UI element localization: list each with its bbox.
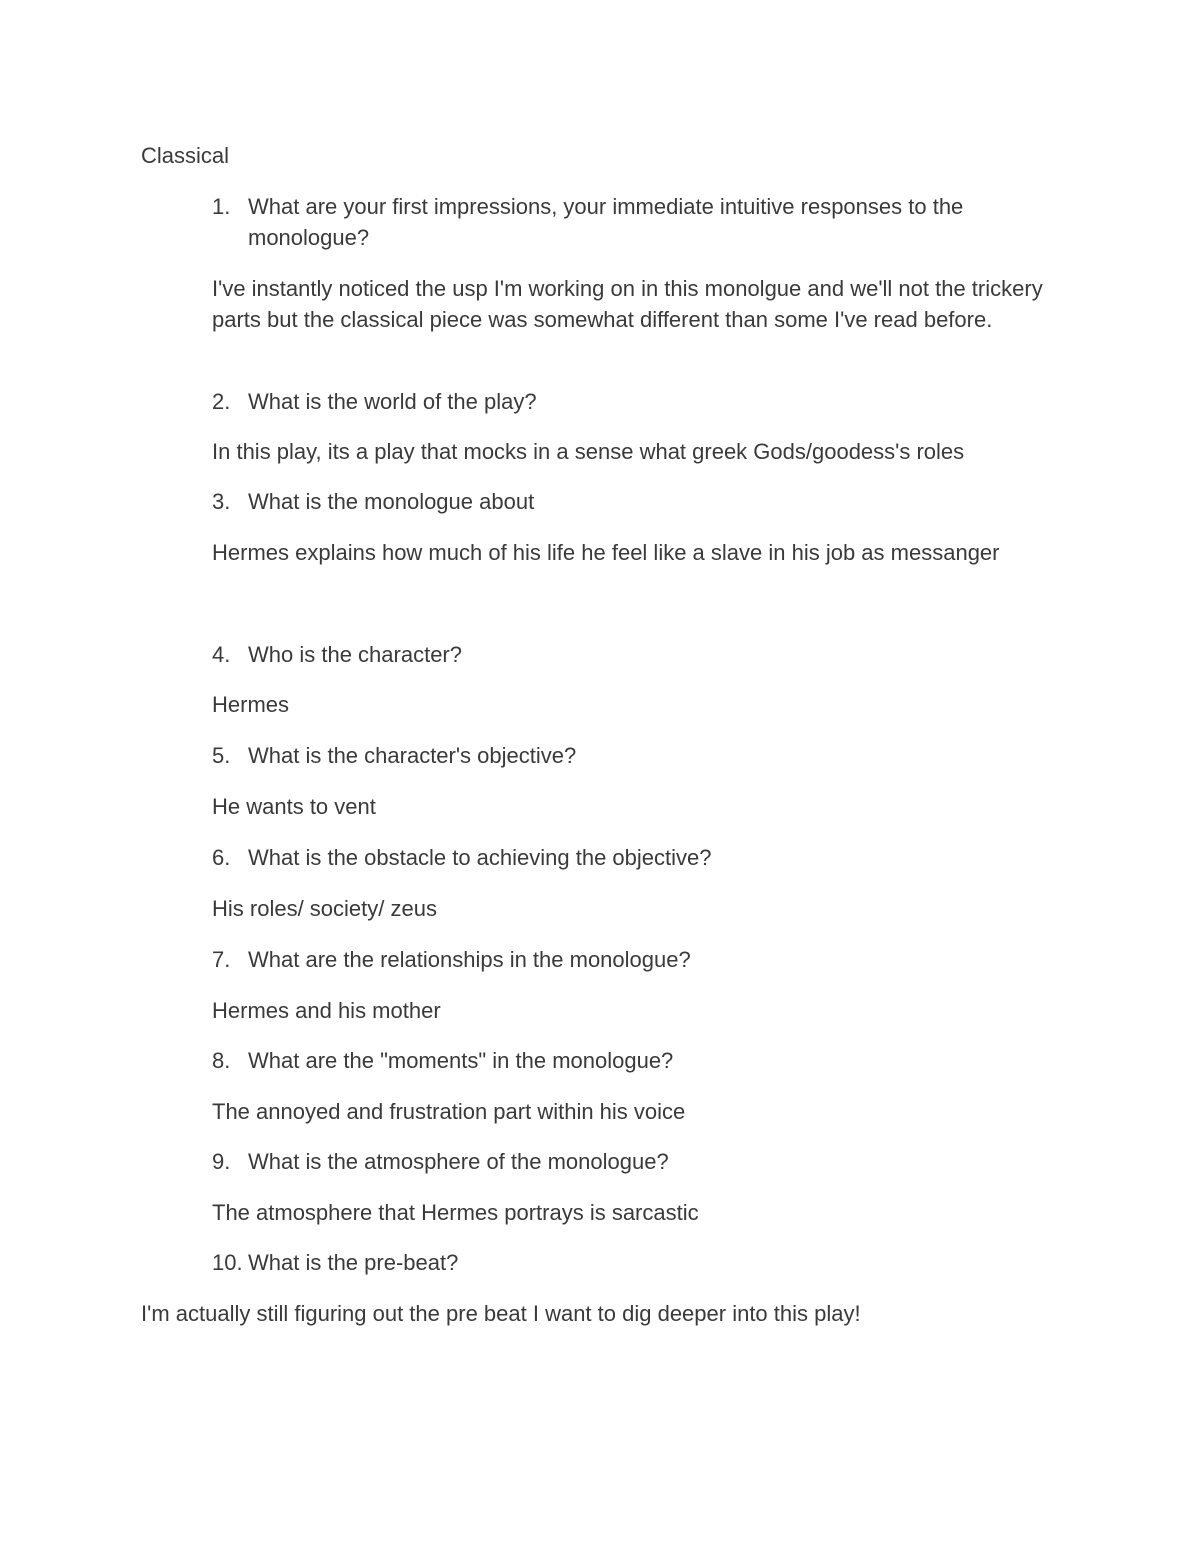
- question-6: What is the obstacle to achieving the objective?: [248, 845, 712, 870]
- question-8: What are the "moments" in the monologue?: [248, 1048, 674, 1073]
- question-number-1: 1.: [212, 194, 231, 219]
- answer-3: Hermes explains how much of his life he feel like a slave in his job as messanger: [212, 540, 1000, 565]
- answer-5: He wants to vent: [212, 794, 376, 819]
- question-4: Who is the character?: [248, 642, 462, 667]
- answer-2: In this play, its a play that mocks in a sense what greek Gods/goodess's roles: [212, 439, 965, 464]
- answer-7: Hermes and his mother: [212, 998, 441, 1023]
- answer-1: I've instantly noticed the usp I'm working on in this monolgue and we'll not the trickery parts but the classical piece was somewhat different than some I've read before.: [212, 276, 1043, 332]
- question-1: What are your first impressions, your immediate intuitive responses to the monologue?: [248, 194, 964, 250]
- question-5: What is the character's objective?: [248, 743, 577, 768]
- question-number-10: 10.: [212, 1250, 243, 1275]
- question-2: What is the world of the play?: [248, 389, 537, 414]
- question-7: What are the relationships in the monologue?: [248, 947, 691, 972]
- question-number-7: 7.: [212, 947, 231, 972]
- question-number-9: 9.: [212, 1149, 231, 1174]
- question-number-6: 6.: [212, 845, 231, 870]
- answer-6: His roles/ society/ zeus: [212, 896, 437, 921]
- question-number-5: 5.: [212, 743, 231, 768]
- question-3: What is the monologue about: [248, 489, 535, 514]
- question-number-3: 3.: [212, 489, 231, 514]
- answer-4: Hermes: [212, 692, 290, 717]
- question-10: What is the pre-beat?: [248, 1250, 459, 1275]
- question-number-8: 8.: [212, 1048, 231, 1073]
- question-number-4: 4.: [212, 642, 231, 667]
- answer-10: I'm actually still figuring out the pre beat I want to dig deeper into this play!: [141, 1301, 861, 1326]
- answer-8: The annoyed and frustration part within his voice: [212, 1099, 686, 1124]
- answer-9: The atmosphere that Hermes portrays is sarcastic: [212, 1200, 699, 1225]
- document-title: Classical: [141, 143, 230, 168]
- question-9: What is the atmosphere of the monologue?: [248, 1149, 669, 1174]
- question-number-2: 2.: [212, 389, 231, 414]
